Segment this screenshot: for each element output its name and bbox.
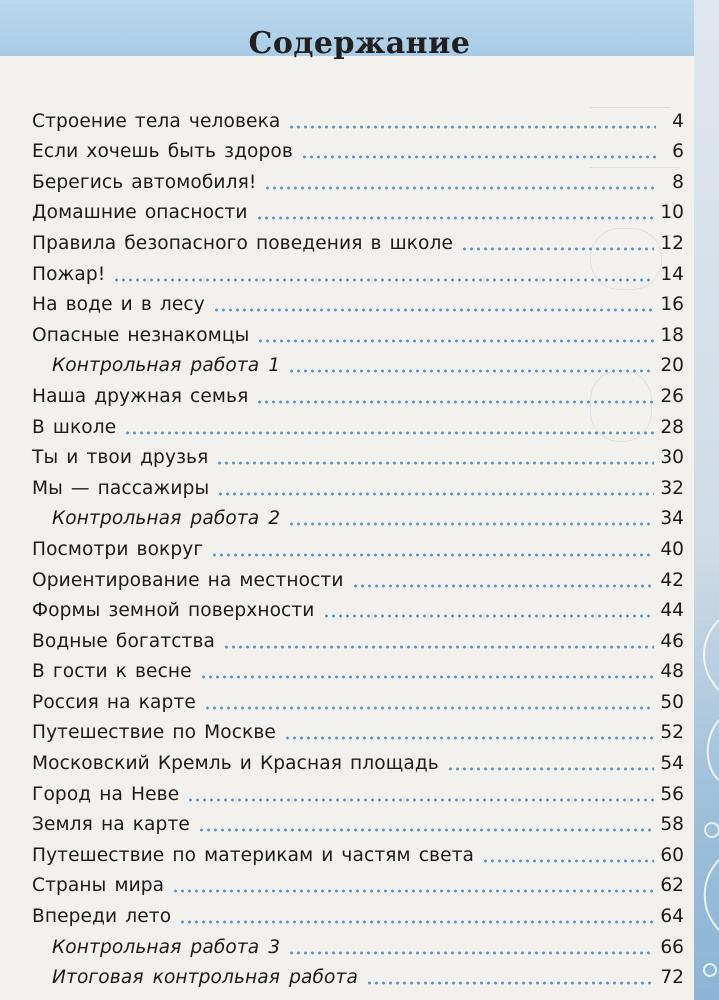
toc-entry-page-number: 40 [660,538,684,560]
dot-leader [264,186,656,190]
toc-entry [32,164,684,195]
toc-entry [32,531,684,562]
dot-leader [198,828,654,832]
dot-leader [288,369,654,373]
toc-entry-title: Мы — пассажиры [32,477,210,499]
dot-leader [204,706,654,710]
toc-entry-page-number: 46 [660,630,684,652]
dot-leader [257,339,654,343]
toc-entry-title: Путешествие по материкам и частям света [32,844,475,866]
toc-entry-title: Путешествие по Москве [32,722,276,744]
toc-entry-title: Правила безопасного поведения в школе [32,232,454,254]
toc-entry-title: Страны мира [32,875,165,897]
toc-entry-page-number: 72 [660,967,684,989]
dot-leader [216,461,654,465]
toc-entry-page-number: 12 [660,232,684,254]
toc-entry-page-number: 48 [660,661,684,683]
toc-entry-test [32,960,684,991]
dot-leader [217,492,654,496]
toc-entry-title: Берегись автомобиля! [32,171,257,193]
toc-entry [32,409,684,440]
dot-leader [447,767,654,771]
toc-entry [32,103,684,134]
toc-entry-title: Формы земной поверхности [32,600,315,622]
dot-leader [256,216,655,220]
toc-entry-title: Россия на карте [32,691,196,713]
toc-entry-title: Контрольная работа 3 [52,936,281,958]
toc-entry-test [32,348,684,379]
toc-entry-test [32,501,684,532]
toc-entry [32,776,684,807]
toc-entry-title: Земля на карте [32,814,190,836]
toc-entry [32,623,684,654]
toc-entry [32,745,684,776]
dot-leader [284,736,654,740]
dot-leader [124,431,654,435]
toc-entry [32,134,684,165]
toc-entry-page-number: 4 [672,110,684,132]
toc-entry-page-number: 10 [660,202,684,224]
toc-entry-page-number: 18 [660,324,684,346]
dot-leader [288,522,654,526]
toc-entry [32,654,684,685]
toc-entry-title: Наша дружная семья [32,385,249,407]
toc-entry-page-number: 14 [660,263,684,285]
toc-entry [32,470,684,501]
toc-entry-title: Строение тела человека [32,110,281,132]
toc-entry-title: Московский Кремль и Красная площадь [32,753,439,775]
toc-entry-page-number: 16 [660,294,684,316]
dot-leader [323,614,655,618]
toc-entry-title: На воде и в лесу [32,294,205,316]
toc-entry-title: Итоговая контрольная работа [52,967,358,989]
dot-leader [211,553,654,557]
dot-leader [352,584,655,588]
page-title: Содержание [248,26,471,62]
toc-entry-page-number: 66 [660,936,684,958]
toc-entry [32,593,684,624]
toc-entry-page-number: 64 [660,906,684,928]
toc-entry-title: Город на Неве [32,783,180,805]
toc-entry-page-number: 60 [660,844,684,866]
toc-entry [32,868,684,899]
toc-entry [32,256,684,287]
toc-entry-title: Контрольная работа 2 [52,508,281,530]
toc-entry-page-number: 56 [660,783,684,805]
toc-entry-page-number: 52 [660,722,684,744]
dot-leader [461,247,654,251]
toc-entry-page-number: 54 [660,753,684,775]
toc-entry-title: Опасные незнакомцы [32,324,250,346]
toc-entry-title: Посмотри вокруг [32,538,204,560]
toc-entry-title: В гости к весне [32,661,192,683]
dot-leader [288,125,656,129]
toc-entry-title: Впереди лето [32,906,172,928]
dot-leader [213,308,654,312]
toc-entry-page-number: 42 [660,569,684,591]
toc-entry-page-number: 62 [660,875,684,897]
dot-leader [366,981,654,985]
dot-leader [223,645,654,649]
toc-entry [32,287,684,318]
toc-entry-page-number: 50 [660,691,684,713]
toc-entry-page-number: 20 [660,355,684,377]
toc-entry-test [32,929,684,960]
toc-entry [32,195,684,226]
toc-entry-title: Если хочешь быть здоров [32,141,293,163]
toc-entry-page-number: 26 [660,385,684,407]
toc-entry-page-number: 44 [660,600,684,622]
toc-entry-title: Водные богатства [32,630,216,652]
toc-entry-title: Домашние опасности [32,202,248,224]
table-of-contents [32,103,684,990]
dot-leader [179,920,654,924]
toc-entry-page-number: 8 [672,171,684,193]
toc-entry-page-number: 32 [660,477,684,499]
toc-entry [32,715,684,746]
toc-entry-page-number: 28 [660,416,684,438]
dot-leader [200,675,655,679]
toc-entry [32,440,684,471]
toc-entry-page-number: 34 [660,508,684,530]
toc-entry-title: Ориентирование на местности [32,569,344,591]
dot-leader [482,859,654,863]
toc-entry-page-number: 30 [660,447,684,469]
toc-entry [32,225,684,256]
dot-leader [288,951,654,955]
toc-entry-page-number: 6 [672,141,684,163]
toc-entry [32,317,684,348]
toc-entry-title: В школе [32,416,117,438]
dot-leader [301,155,656,159]
dot-leader [187,798,654,802]
toc-entry [32,378,684,409]
toc-entry [32,684,684,715]
toc-entry-title: Контрольная работа 1 [52,355,281,377]
toc-entry [32,837,684,868]
dot-leader [113,278,654,282]
toc-entry [32,898,684,929]
floral-ornament-icon [694,600,719,1000]
dot-leader [256,400,654,404]
toc-entry-page-number: 58 [660,814,684,836]
toc-entry [32,807,684,838]
toc-entry-title: Пожар! [32,263,106,285]
dot-leader [172,889,654,893]
toc-entry-title: Ты и твои друзья [32,447,209,469]
toc-entry [32,562,684,593]
